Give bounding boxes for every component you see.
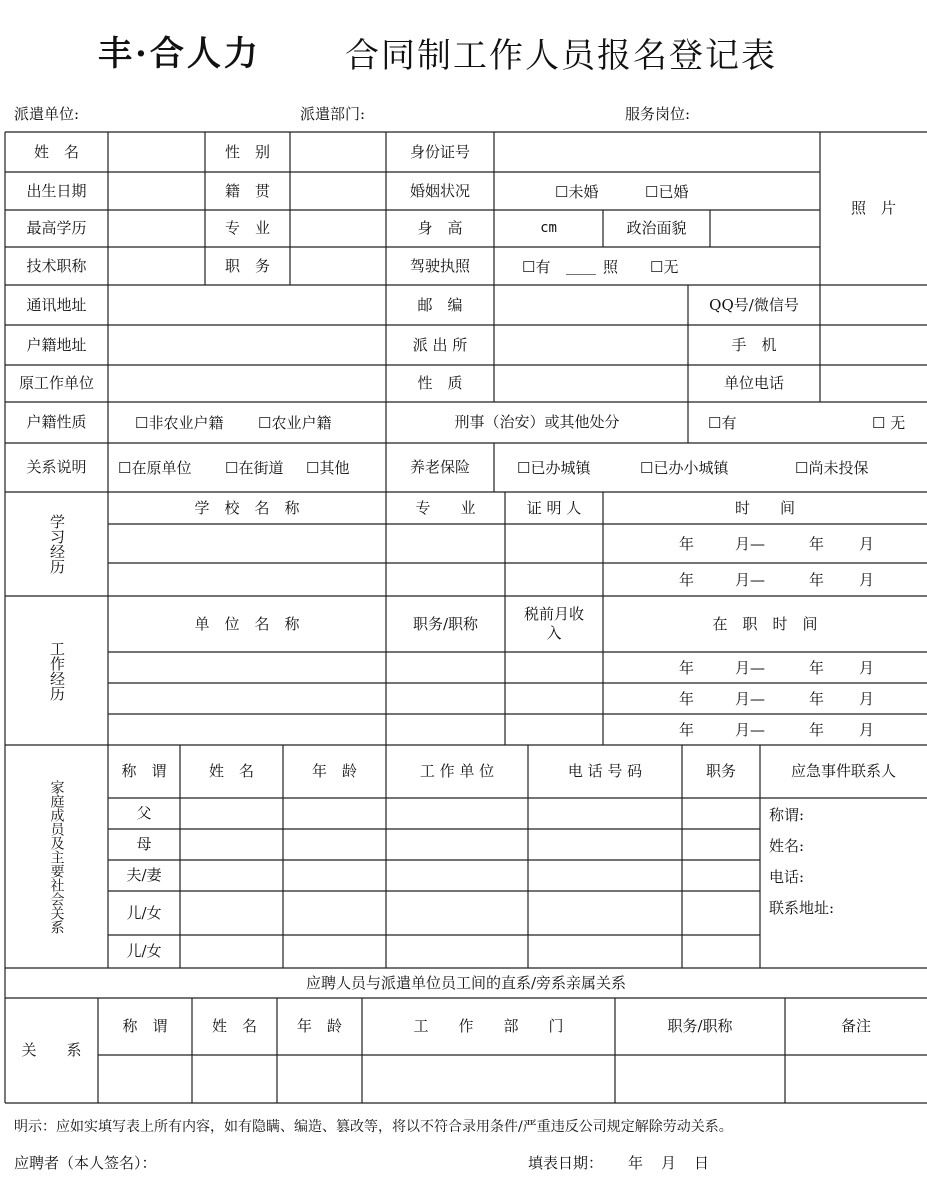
family-member-child-1: 儿/女 xyxy=(126,903,162,922)
education-field[interactable] xyxy=(108,210,205,247)
label-driving-license: 驾驶执照 xyxy=(409,256,470,275)
gender-field[interactable] xyxy=(290,132,386,172)
label-relation-desc: 关系说明 xyxy=(26,458,87,477)
emergency-address-label: 联系地址: xyxy=(769,898,835,917)
applicant-signature-label: 应聘者（本人签名）： xyxy=(14,1154,157,1172)
label-criminal-record: 刑事（治安）或其他处分 xyxy=(454,413,620,432)
fill-date-month: 月 xyxy=(661,1154,677,1172)
study-row2-month2: 月 xyxy=(859,571,875,589)
license-suffix: 照 xyxy=(603,257,619,276)
political-status-field[interactable] xyxy=(710,210,820,247)
study-row1-year1: 年 xyxy=(679,535,695,553)
work-header-tenure: 在 职 时 间 xyxy=(712,614,818,633)
family-member-mother: 母 xyxy=(136,835,152,854)
work-row1-year2: 年 xyxy=(809,659,825,677)
form-title: 合同制工作人员报名登记表 xyxy=(345,36,777,76)
family-header-phone: 电 话 号 码 xyxy=(567,762,643,781)
study-row2-month1: 月— xyxy=(735,571,766,589)
mail-address-field[interactable] xyxy=(108,285,386,325)
work-row3-month1: 月— xyxy=(735,721,766,739)
statement-text: 明示：应如实填写表上所有内容，如有隐瞒、编造、篡改等，将以不符合录用条件/严重违反公司规定解除劳动关系。 xyxy=(14,1119,733,1135)
family-header-emergency: 应急事件联系人 xyxy=(790,762,896,781)
work-row1-month1: 月— xyxy=(735,659,766,677)
checkbox-pension-none[interactable]: ☐尚未投保 xyxy=(795,459,869,477)
checkbox-license-has[interactable]: ☐有 xyxy=(522,257,551,276)
checkbox-non-agricultural[interactable]: ☐非农业户籍 xyxy=(135,414,224,432)
position-field[interactable] xyxy=(290,247,386,285)
label-education: 最高学历 xyxy=(26,219,87,238)
label-nature: 性 质 xyxy=(417,374,463,393)
kin-heading: 应聘人员与派遣单位员工间的直系/旁系亲属关系 xyxy=(305,973,627,992)
kin-header-remark: 备注 xyxy=(840,1017,871,1036)
checkbox-pension-city[interactable]: ☐已办城镇 xyxy=(517,459,591,477)
family-member-child-2: 儿/女 xyxy=(126,942,162,961)
dispatch-unit-label: 派遣单位: xyxy=(14,105,80,123)
work-header-title: 职务/职称 xyxy=(412,614,479,633)
kin-header-relation: 称 谓 xyxy=(122,1017,168,1036)
family-header-work-unit: 工 作 单 位 xyxy=(419,762,495,781)
former-employer-field[interactable] xyxy=(108,365,386,402)
label-major: 专 业 xyxy=(224,219,270,238)
police-station-field[interactable] xyxy=(494,325,688,365)
study-header-time: 时 间 xyxy=(734,498,795,517)
label-height: 身 高 xyxy=(417,219,463,238)
study-header-school: 学 校 名 称 xyxy=(194,498,300,517)
label-position: 职 务 xyxy=(224,256,270,275)
kin-header-title: 职务/职称 xyxy=(667,1017,733,1036)
label-mobile: 手 机 xyxy=(731,335,777,354)
label-native-place: 籍 贯 xyxy=(224,181,270,200)
kin-header-age: 年 龄 xyxy=(296,1017,342,1036)
birth-date-field[interactable] xyxy=(108,172,205,210)
label-political-status: 政治面貌 xyxy=(626,219,687,238)
work-header-unit: 单 位 名 称 xyxy=(194,614,300,633)
work-row2-month2: 月 xyxy=(859,690,875,708)
study-row2-year1: 年 xyxy=(679,571,695,589)
license-class-blank[interactable]: ____ xyxy=(566,257,596,275)
study-header-witness: 证 明 人 xyxy=(526,498,582,517)
checkbox-in-former-unit[interactable]: ☐在原单位 xyxy=(118,459,192,477)
photo-box[interactable]: 照 片 xyxy=(850,199,896,218)
checkbox-unmarried[interactable]: ☐未婚 xyxy=(555,182,599,201)
checkbox-record-no[interactable]: ☐ 无 xyxy=(872,414,906,432)
postcode-field[interactable] xyxy=(494,285,688,325)
fill-date-day: 日 xyxy=(694,1154,710,1172)
family-member-father: 父 xyxy=(136,804,152,823)
dispatch-dept-label: 派遣部门: xyxy=(300,105,366,123)
emergency-name-label: 姓名: xyxy=(769,836,805,855)
label-gender: 性 别 xyxy=(224,142,270,161)
family-header-relation: 称 谓 xyxy=(121,762,167,781)
study-header-major: 专 业 xyxy=(415,498,476,517)
work-row3-year1: 年 xyxy=(679,721,695,739)
label-mail-address: 通讯地址 xyxy=(26,295,87,314)
work-row2-year2: 年 xyxy=(809,690,825,708)
emergency-phone-label: 电话: xyxy=(769,867,805,886)
fill-date-year: 年 xyxy=(628,1154,644,1172)
work-header-income: 税前月收入 xyxy=(523,605,584,642)
checkbox-agricultural[interactable]: ☐农业户籍 xyxy=(258,414,332,432)
fill-date-label: 填表日期： xyxy=(528,1154,604,1172)
company-logo: 丰·合人力 xyxy=(98,34,261,74)
label-household-type: 户籍性质 xyxy=(26,413,87,432)
work-row2-month1: 月— xyxy=(735,690,766,708)
work-row3-month2: 月 xyxy=(859,721,875,739)
label-name: 姓 名 xyxy=(33,142,79,161)
work-row1-month2: 月 xyxy=(859,659,875,677)
label-qq-wechat: QQ号/微信号 xyxy=(709,295,799,314)
native-place-field[interactable] xyxy=(290,172,386,210)
family-header-position: 职务 xyxy=(705,762,736,781)
study-row1-year2: 年 xyxy=(809,535,825,553)
section-kin: 关 系 xyxy=(21,1041,82,1060)
label-pension: 养老保险 xyxy=(409,458,470,477)
label-postcode: 邮 编 xyxy=(417,295,463,314)
service-post-label: 服务岗位: xyxy=(625,105,691,123)
label-marital-status: 婚姻状况 xyxy=(409,181,470,200)
checkbox-record-yes[interactable]: ☐有 xyxy=(708,414,737,432)
family-header-age: 年 龄 xyxy=(311,762,357,781)
work-row1-year1: 年 xyxy=(679,659,695,677)
section-work: 工作经历 xyxy=(48,640,66,701)
work-row2-year1: 年 xyxy=(679,690,695,708)
id-number-field[interactable] xyxy=(494,132,820,172)
kin-header-department: 工 作 部 门 xyxy=(413,1017,564,1036)
major-field[interactable] xyxy=(290,210,386,247)
label-birth-date: 出生日期 xyxy=(26,181,87,200)
mobile-field[interactable] xyxy=(820,325,927,365)
label-unit-phone: 单位电话 xyxy=(723,374,784,393)
kin-header-name: 姓 名 xyxy=(211,1017,257,1036)
label-tech-title: 技术职称 xyxy=(26,256,87,275)
section-family: 家庭成员及主要社会关系 xyxy=(48,779,65,934)
height-unit[interactable]: cm xyxy=(540,219,557,236)
section-study: 学习经历 xyxy=(48,514,66,574)
checkbox-in-street[interactable]: ☐在街道 xyxy=(225,459,284,477)
checkbox-license-none[interactable]: ☐无 xyxy=(650,257,679,276)
emergency-relation-label: 称谓: xyxy=(769,805,805,824)
checkbox-married[interactable]: ☐已婚 xyxy=(645,182,689,201)
label-household-address: 户籍地址 xyxy=(26,335,87,354)
family-member-spouse: 夫/妻 xyxy=(126,866,162,885)
nature-field[interactable] xyxy=(494,365,688,402)
household-address-field[interactable] xyxy=(108,325,386,365)
work-row3-year2: 年 xyxy=(809,721,825,739)
study-row2-year2: 年 xyxy=(809,571,825,589)
unit-phone-field[interactable] xyxy=(820,365,927,402)
tech-title-field[interactable] xyxy=(108,247,205,285)
family-header-name: 姓 名 xyxy=(208,762,254,781)
study-row1-month2: 月 xyxy=(859,535,875,553)
checkbox-other[interactable]: ☐其他 xyxy=(306,459,350,477)
study-row1-month1: 月— xyxy=(735,535,766,553)
label-police-station: 派 出 所 xyxy=(412,335,468,354)
label-former-employer: 原工作单位 xyxy=(18,374,94,393)
checkbox-pension-small-city[interactable]: ☐已办小城镇 xyxy=(640,459,729,477)
label-id-number: 身份证号 xyxy=(409,142,470,161)
qq-wechat-field[interactable] xyxy=(820,285,927,325)
name-field[interactable] xyxy=(108,132,205,172)
